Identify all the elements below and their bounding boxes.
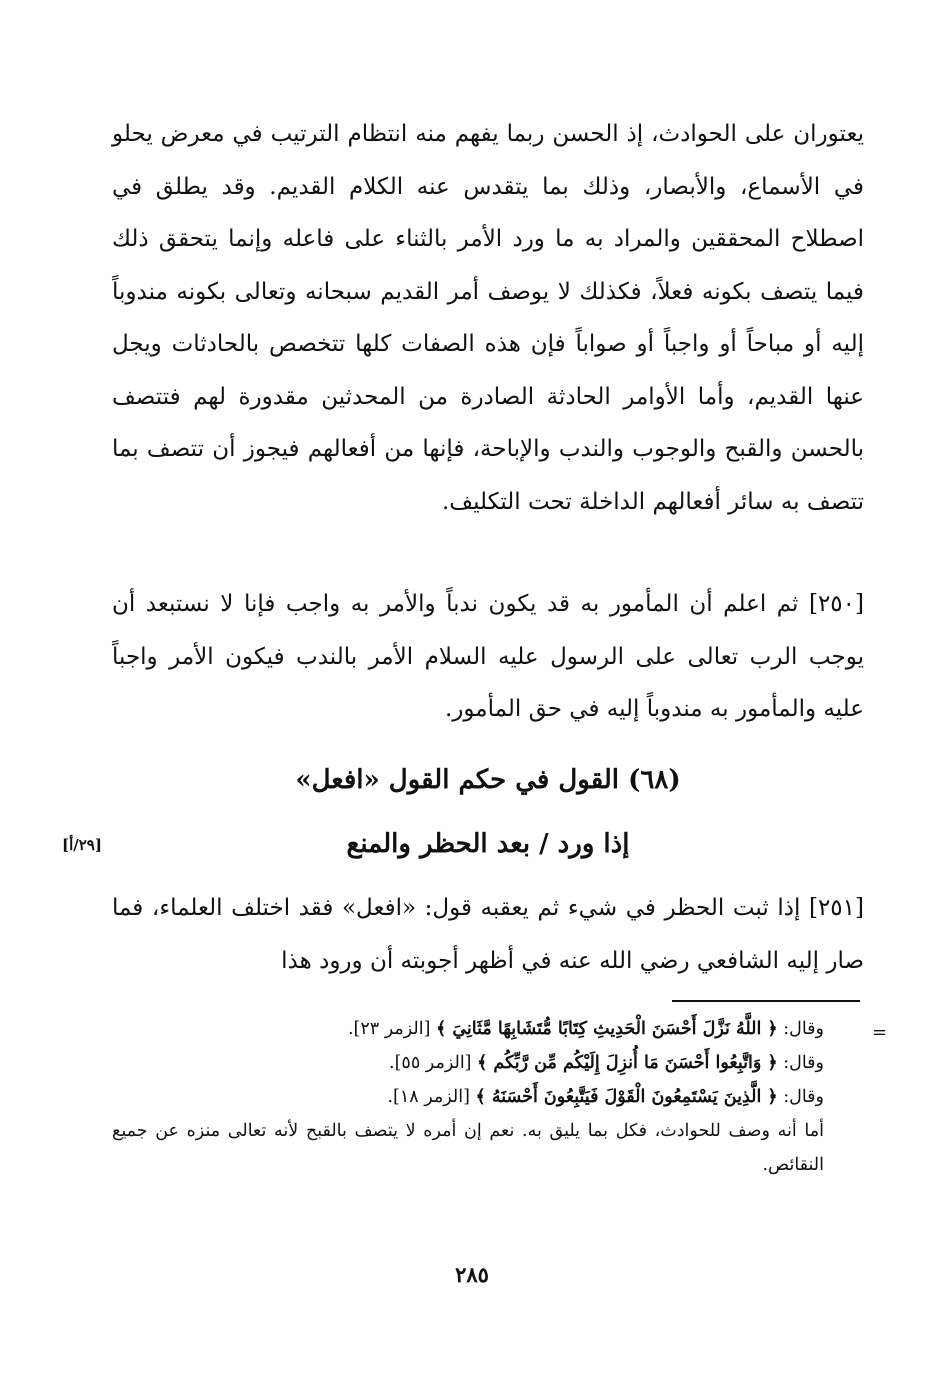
footnote-line <box>112 1012 824 1046</box>
footnote-divider <box>672 1000 860 1002</box>
footnote-prefix: وقال: <box>777 1053 824 1073</box>
page-number: ٢٨٥ <box>455 1262 489 1287</box>
quran-verse: ﴿ اللَّهُ نَزَّلَ أَحْسَنَ الْحَدِيثِ كِتَابًا مُّتَشَابِهًا مَّثَانِيَ ﴾ <box>436 1019 778 1039</box>
footnote-continuation-mark: = <box>872 1022 888 1043</box>
body-paragraph-251: [٢٥١] إذا ثبت الحظر في شيء ثم يعقبه قول: «افعل» فقد اختلف العلماء، فما صار إليه الشافعي رضي الله عنه في أظهر أجوبته أن ورود هذا <box>112 895 864 974</box>
section-heading-title: (٦٨) القول في حكم القول «افعل» <box>295 765 681 795</box>
verse-citation: [الزمر ١٨]. <box>387 1087 476 1107</box>
body-paragraph-250: [٢٥٠] ثم اعلم أن المأمور به قد يكون ندباً والأمر به واجب فإنا لا نستبعد أن يوجب الرب تعالى على الرسول عليه السلام الأمر بالندب فيكون الأمر واجباً عليه والمأمور به مندوباً إليه في حق المأمور. <box>112 591 864 722</box>
verse-citation: [الزمر ٥٥]. <box>389 1053 478 1073</box>
quran-verse: ﴿ وَاتَّبِعُوا أَحْسَنَ مَا أُنزِلَ إِلَيْكُم مِّن رَّبِّكُم ﴾ <box>477 1053 778 1073</box>
footnote-line <box>112 1080 824 1114</box>
section-heading-subtitle: إذا ورد / بعد الحظر والمنع <box>346 829 630 859</box>
footnote-closing-text: أما أنه وصف للحوادث، فكل بما يليق به. نعم إن أمره لا يتصف بالقبح لأنه تعالى منزه عن جميع النقائص. <box>112 1121 824 1175</box>
footnotes-block <box>112 1012 824 1182</box>
verse-citation: [الزمر ٢٣]. <box>347 1019 436 1039</box>
footnote-prefix: وقال: <box>777 1019 824 1039</box>
footnote-line <box>112 1046 824 1080</box>
quran-verse: ﴿ الَّذِينَ يَسْتَمِعُونَ الْقَوْلَ فَيَتَّبِعُونَ أَحْسَنَهُ ﴾ <box>475 1087 778 1107</box>
footnote-prefix: وقال: <box>777 1087 824 1107</box>
manuscript-folio-reference: [٢٩/أ] <box>62 836 102 854</box>
body-paragraph-continuation: يعتوران على الحوادث، إذ الحسن ربما يفهم منه انتظام الترتيب في معرض يحلو في الأسماع، والأبصار، وذلك بما يتقدس عنه الكلام القديم. وقد يطلق في اصطلاح المحققين والمراد به ما ورد الأمر بالثناء على فاعله وإنما يتحقق ذلك فيما يتصف بكونه فعلاً، فكذلك لا يوصف أمر القديم سبحانه وتعالى بكونه مندوباً إليه أو مباحاً أو واجباً أو صواباً فإن هذه الصفات كلها تتخصص بالحادثات ويجل عنها القديم، وأما الأوامر الحادثة الصادرة من المحدثين مقدورة لهم فتتصف بالحسن والقبح والوجوب والندب والإباحة، فإنها من أفعالهم فيجوز أن تتصف بما تتصف به سائر أفعالهم الداخلة تحت التكليف. <box>112 121 864 515</box>
